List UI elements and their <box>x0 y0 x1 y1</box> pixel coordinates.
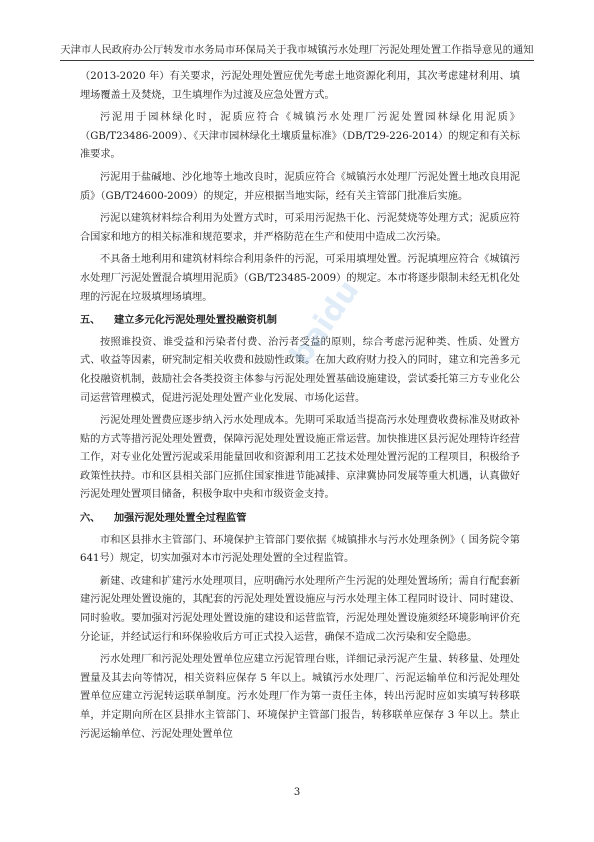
paragraph: 污泥以建筑材料综合利用为处置方式时，可采用污泥热干化、污泥焚烧等处理方式；泥质应符合国家和地方的相关标准和规范要求，并严格防范在生产和使用中造成二次污染。 <box>80 213 520 243</box>
paragraph: 污泥处理处置费应逐步纳入污水处理成本。先期可采取适当提高污水处理费收费标准及财政补贴的方式等措污泥处理处置费，保障污泥处理处置设施正常运营。加快推进区县污泥处理特许经营工作，对专业化处置污泥或采用能量回收和资源利用工艺技术处理处置污泥的工程项目，积极给予政策性扶持。市和区县相关部门应抓住国家推进节能减排、京津冀协同发展等重大机遇，认真做好污泥处理处置项目储备，积极争取中央和市级资金支持。 <box>80 415 520 501</box>
section-number: 五、 <box>80 314 101 327</box>
paragraph: 污泥用于盐碱地、沙化地等土地改良时，泥质应符合《城镇污水处理厂污泥处置土地改良用泥质》（GB/T24600-2009）的规定，并应根据当地实际，经有关主管部门批准后实施。 <box>80 171 520 202</box>
section-number: 六、 <box>80 512 101 525</box>
section-title: 加强污泥处理处置全过程监管 <box>114 512 247 525</box>
header-rule <box>60 60 534 61</box>
paragraph: 新建、改建和扩建污水处理项目，应明确污水处理所产生污泥的处理处置场所；需自行配套新建污泥处理处置设施的，其配套的污泥处理处置设施应与污水处理主体工程同时设计、同时建设、同时验收。要加强对污泥处理处置设施的建设和运营监管，污泥处理处置设施须经环境影响评价充分论证，并经试运行和环保验收后方可正式投入运营，确保不造成二次污染和安全隐患。 <box>80 575 520 643</box>
watermark-logo: baidu <box>283 273 367 372</box>
document-body <box>80 68 520 744</box>
section-title: 建立多元化污泥处理处置投融资机制 <box>114 314 277 327</box>
document-header: 天津市人民政府办公厅转发市水务局市环保局关于我市城镇污水处理厂污泥处理处置工作指导意见的通知 <box>60 45 534 56</box>
section-heading-5 <box>80 311 520 330</box>
paragraph: 污水处理厂和污泥处理处置单位应建立污泥管理台账，详细记录污泥产生量、转移量、处理处置量及其去向等情况，相关资料应保存 5 年以上。城镇污水处理厂、污泥运输单位和污泥处理处置单位应建立污泥转运联单制度。污水处理厂作为第一责任主体，转出污泥时应如实填写转移联单，并定期向所在区县排水主管部门、环境保护主管部门报告，转移联单应保存 3 年以上。禁止污泥运输单位、污泥处理处置单位 <box>80 654 520 740</box>
section-heading-6 <box>80 509 520 528</box>
paragraph: 不具备土地利用和建筑材料综合利用条件的污泥，可采用填埋处置。污泥填埋应符合《城镇污水处理厂污泥处置混合填埋用泥质》（GB/T23485-2009）的规定。本市将逐步限制未经无机化处理的污泥在垃圾填埋场填埋。 <box>80 254 520 303</box>
paragraph: 按照谁投资、谁受益和污染者付费、治污者受益的原则，综合考虑污泥种类、性质、处置方式、收益等因素，研究制定相关收费和鼓励性政策。在加大政府财力投入的同时，建立和完善多元化投融资机制，鼓励社会各类投资主体参与污泥处理处置基础设施建设，尝试委托第三方专业化公司运营管理模式，促进污泥处理处置产业化发展、市场化运营。 <box>80 336 520 404</box>
page-number: 3 <box>293 787 301 798</box>
paragraph: 市和区县排水主管部门、环境保护主管部门要依据《城镇排水与污水处理条例》（ 国务院令第 641号）规定，切实加强对本市污泥处理处置的全过程监管。 <box>80 534 520 565</box>
paragraph: （2013-2020 年）有关要求，污泥处理处置应优先考虑土地资源化利用，其次考虑建材利用、填埋场覆盖土及焚烧，卫生填埋作为过渡及应急处置方式。 <box>80 71 520 101</box>
paragraph: 污泥用于园林绿化时，泥质应符合《城镇污水处理厂污泥处置园林绿化用泥质》（GB/T23486-2009）、《天津市园林绿化土壤质量标准》（DB/T29-226-2014）的规定和有关标准要求。 <box>80 112 520 161</box>
